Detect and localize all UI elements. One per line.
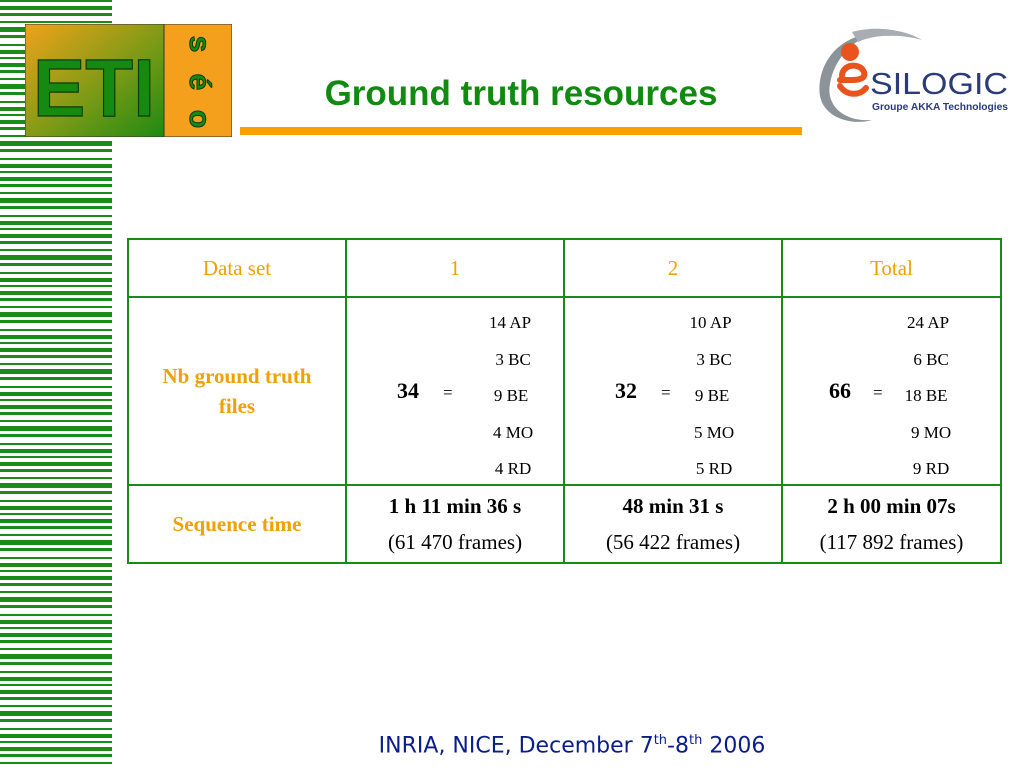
nb-files-breakdown xyxy=(687,312,734,495)
nb-files-total: 34 xyxy=(397,378,419,403)
silogic-brand-text: SILOGIC xyxy=(870,66,1008,101)
row-label-sequence-time: Sequence time xyxy=(128,485,346,563)
breakdown-item: 3 BC xyxy=(495,349,531,369)
table-header-row xyxy=(128,239,1001,297)
breakdown-item: 9 RD xyxy=(912,459,950,478)
nb-files-breakdown xyxy=(469,312,533,495)
logo-letter-o: o xyxy=(183,109,216,129)
header-set-2: 2 xyxy=(564,239,782,297)
logo-eti-text: ETI xyxy=(33,43,155,134)
breakdown-item: 3 BC xyxy=(696,349,732,369)
breakdown-item: 5 RD xyxy=(695,459,733,478)
nb-files-set-1 xyxy=(346,297,564,485)
footer-text-end: 2006 xyxy=(702,733,766,759)
title-underline xyxy=(240,127,802,135)
footer-text-mid: -8 xyxy=(667,733,689,759)
silogic-tagline: Groupe AKKA Technologies xyxy=(872,102,1009,113)
breakdown-item: 6 BC xyxy=(913,349,949,369)
slide-title: Ground truth resources xyxy=(324,74,718,113)
breakdown-item: 10 AP xyxy=(689,313,732,332)
header-set-1: 1 xyxy=(346,239,564,297)
breakdown-item: 9 BE xyxy=(493,386,529,405)
sequence-time-total xyxy=(782,485,1001,563)
sequence-time-set-2 xyxy=(564,485,782,563)
logo-letter-s: s xyxy=(183,35,216,53)
footer-text-start: INRIA, NICE, December 7 xyxy=(378,733,654,759)
breakdown-item: 9 BE xyxy=(694,386,730,405)
slide-footer xyxy=(0,733,1024,758)
nb-files-total: 66 xyxy=(829,378,851,403)
header-dataset: Data set xyxy=(128,239,346,297)
footer-sup-2: th xyxy=(688,733,703,748)
breakdown-item: 14 AP xyxy=(489,313,532,332)
nb-files-total: 32 xyxy=(615,378,637,403)
breakdown-item: 24 AP xyxy=(907,313,950,332)
sequence-frames: (56 422 frames) xyxy=(605,530,741,554)
nb-files-breakdown xyxy=(901,312,951,495)
breakdown-item: 4 MO xyxy=(493,422,534,442)
breakdown-item: 4 RD xyxy=(494,459,532,478)
nb-files-total-column xyxy=(782,297,1001,485)
sequence-frames: (117 892 frames) xyxy=(819,530,964,554)
logo-letter-e: é xyxy=(183,73,216,91)
table-row-sequence-time xyxy=(128,485,1001,563)
equals-sign: = xyxy=(661,383,671,402)
ground-truth-table xyxy=(127,238,1002,564)
sequence-duration: 1 h 11 min 36 s xyxy=(388,494,522,518)
sequence-duration: 48 min 31 s xyxy=(622,494,724,518)
nb-files-set-2 xyxy=(564,297,782,485)
eti-seo-logo xyxy=(25,24,232,137)
breakdown-item: 18 BE xyxy=(904,386,948,405)
header-total: Total xyxy=(782,239,1001,297)
row-label-nb-files-text: Nb ground truth files xyxy=(162,364,312,418)
equals-sign: = xyxy=(443,383,453,402)
row-label-nb-files xyxy=(128,297,346,485)
sequence-time-set-1 xyxy=(346,485,564,563)
sequence-frames: (61 470 frames) xyxy=(387,530,523,554)
equals-sign: = xyxy=(873,383,883,402)
silogic-logo xyxy=(812,26,1012,130)
table-row-nb-files xyxy=(128,297,1001,485)
sequence-duration: 2 h 00 min 07s xyxy=(827,494,956,518)
footer-sup-1: th xyxy=(653,733,668,748)
breakdown-item: 5 MO xyxy=(694,422,735,442)
breakdown-item: 9 MO xyxy=(911,422,952,442)
